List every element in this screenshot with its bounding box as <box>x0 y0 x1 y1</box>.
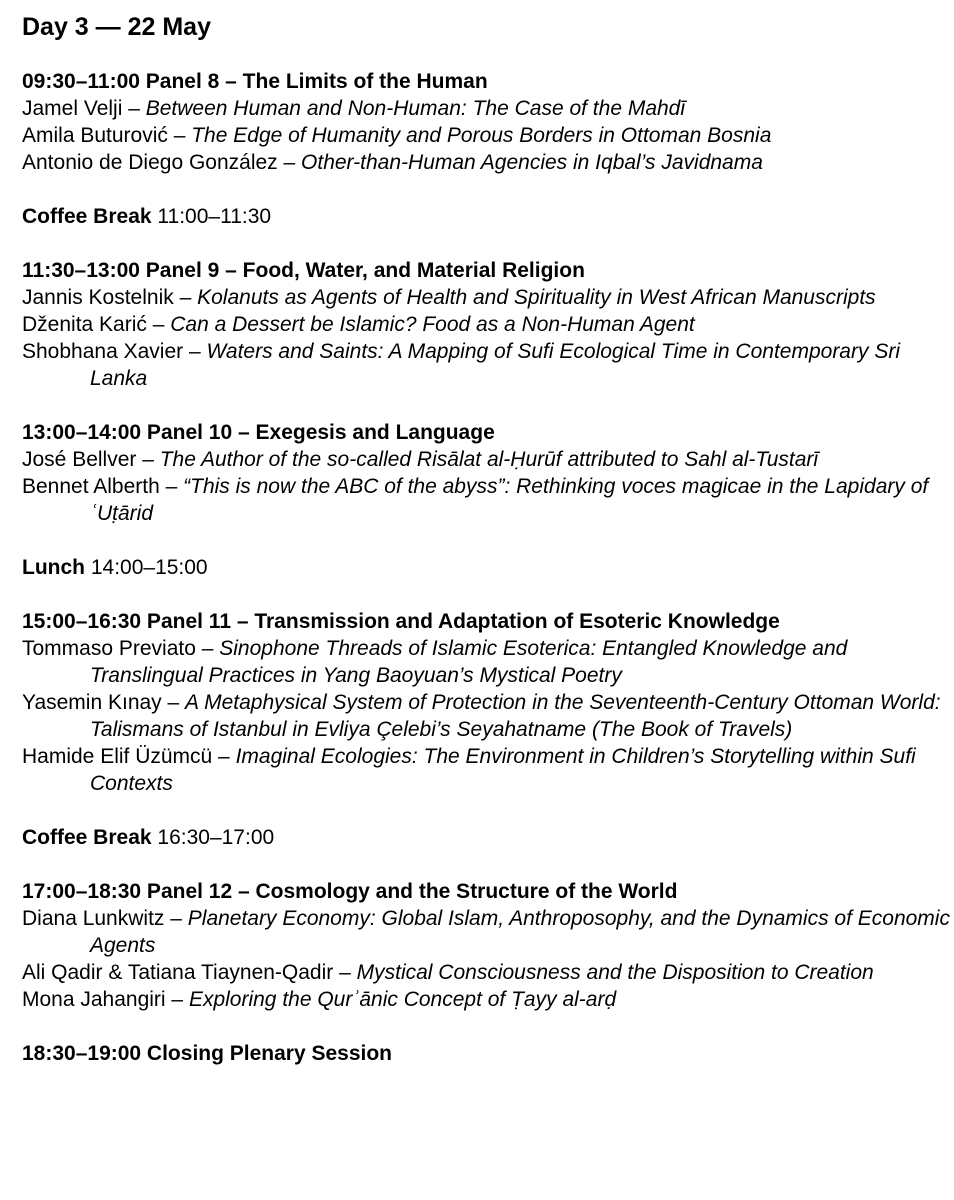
talk-title: The Edge of Humanity and Porous Borders in Ottoman Bosnia <box>191 124 772 147</box>
panel-heading: 11:30–13:00 Panel 9 – Food, Water, and Material Religion <box>22 259 585 282</box>
presenter: Jannis Kostelnik – <box>22 286 198 309</box>
session-entry <box>22 95 954 122</box>
presenter: Yasemin Kınay – <box>22 691 186 714</box>
break-label: Coffee Break <box>22 205 152 228</box>
talk-title: Exploring the Qurʾānic Concept of Ṭayy al-arḍ <box>188 988 617 1011</box>
presenter: Bennet Alberth – <box>22 475 184 498</box>
talk-title: Waters and Saints: A Mapping of Sufi Ecological Time in Contemporary Sri Lanka <box>90 340 900 390</box>
panel-10 <box>22 419 954 527</box>
presenter: Ali Qadir & Tatiana Tiaynen-Qadir – <box>22 961 357 984</box>
presenter: Shobhana Xavier – <box>22 340 207 363</box>
panel-heading: 09:30–11:00 Panel 8 – The Limits of the Human <box>22 70 488 93</box>
panel-12 <box>22 878 954 1013</box>
session-entry <box>22 635 954 689</box>
talk-title: Imaginal Ecologies: The Environment in Children’s Storytelling within Sufi Contexts <box>90 745 916 795</box>
panel-8 <box>22 68 954 176</box>
presenter: Dženita Karić – <box>22 313 171 336</box>
coffee-break <box>22 203 954 230</box>
panel-heading: 17:00–18:30 Panel 12 – Cosmology and the Structure of the World <box>22 880 678 903</box>
talk-title: Other-than-Human Agencies in Iqbal’s Javidnama <box>301 151 763 174</box>
day-title: Day 3 — 22 May <box>22 13 211 41</box>
presenter: Diana Lunkwitz – <box>22 907 188 930</box>
break-label: Lunch <box>22 556 85 579</box>
talk-title: Planetary Economy: Global Islam, Anthroposophy, and the Dynamics of Economic Agents <box>90 907 950 957</box>
presenter: José Bellver – <box>22 448 160 471</box>
session-entry <box>22 284 954 311</box>
talk-title: The Author of the so-called Risālat al-Ḥurūf attributed to Sahl al-Tustarī <box>159 448 819 471</box>
session-entry <box>22 149 954 176</box>
panel-heading: 13:00–14:00 Panel 10 – Exegesis and Language <box>22 421 495 444</box>
talk-title: Mystical Consciousness and the Disposition to Creation <box>356 961 874 984</box>
break-time: 14:00–15:00 <box>85 556 208 579</box>
talk-title: Between Human and Non-Human: The Case of the Mahdī <box>145 97 686 120</box>
break-label: Coffee Break <box>22 826 152 849</box>
session-entry <box>22 689 954 743</box>
panel-heading: 18:30–19:00 Closing Plenary Session <box>22 1042 393 1065</box>
session-entry <box>22 743 954 797</box>
talk-title: Can a Dessert be Islamic? Food as a Non-Human Agent <box>170 313 695 336</box>
presenter: Amila Buturović – <box>22 124 192 147</box>
panel-11 <box>22 608 954 797</box>
session-entry <box>22 311 954 338</box>
presenter: Mona Jahangiri – <box>22 988 189 1011</box>
presenter: Jamel Velji – <box>22 97 146 120</box>
closing-session <box>22 1040 954 1067</box>
session-entry <box>22 959 954 986</box>
break-time: 16:30–17:00 <box>151 826 275 849</box>
panel-9 <box>22 257 954 392</box>
talk-title: Kolanuts as Agents of Health and Spirituality in West African Manuscripts <box>197 286 876 309</box>
session-entry <box>22 446 954 473</box>
coffee-break <box>22 824 954 851</box>
session-entry <box>22 986 954 1013</box>
talk-title: Sinophone Threads of Islamic Esoterica: Entangled Knowledge and Translingual Practices in Yang Baoyuan’s Mystical Poetry <box>90 637 848 687</box>
presenter: Tommaso Previato – <box>22 637 220 660</box>
talk-title: A Metaphysical System of Protection in the Seventeenth-Century Ottoman World: Talismans of Istanbul in Evliya Çelebi’s Seyahatname (The Book of Travels) <box>90 691 941 741</box>
break-time: 11:00–11:30 <box>151 205 272 228</box>
session-entry <box>22 905 954 959</box>
lunch-break <box>22 554 954 581</box>
session-entry <box>22 473 954 527</box>
session-entry <box>22 338 954 392</box>
session-entry <box>22 122 954 149</box>
presenter: Antonio de Diego González – <box>22 151 302 174</box>
presenter: Hamide Elif Üzümcü – <box>22 745 236 768</box>
talk-title: “This is now the ABC of the abyss”: Rethinking voces magicae in the Lapidary of ʿUṭārid <box>90 475 929 525</box>
panel-heading: 15:00–16:30 Panel 11 – Transmission and Adaptation of Esoteric Knowledge <box>22 610 780 633</box>
